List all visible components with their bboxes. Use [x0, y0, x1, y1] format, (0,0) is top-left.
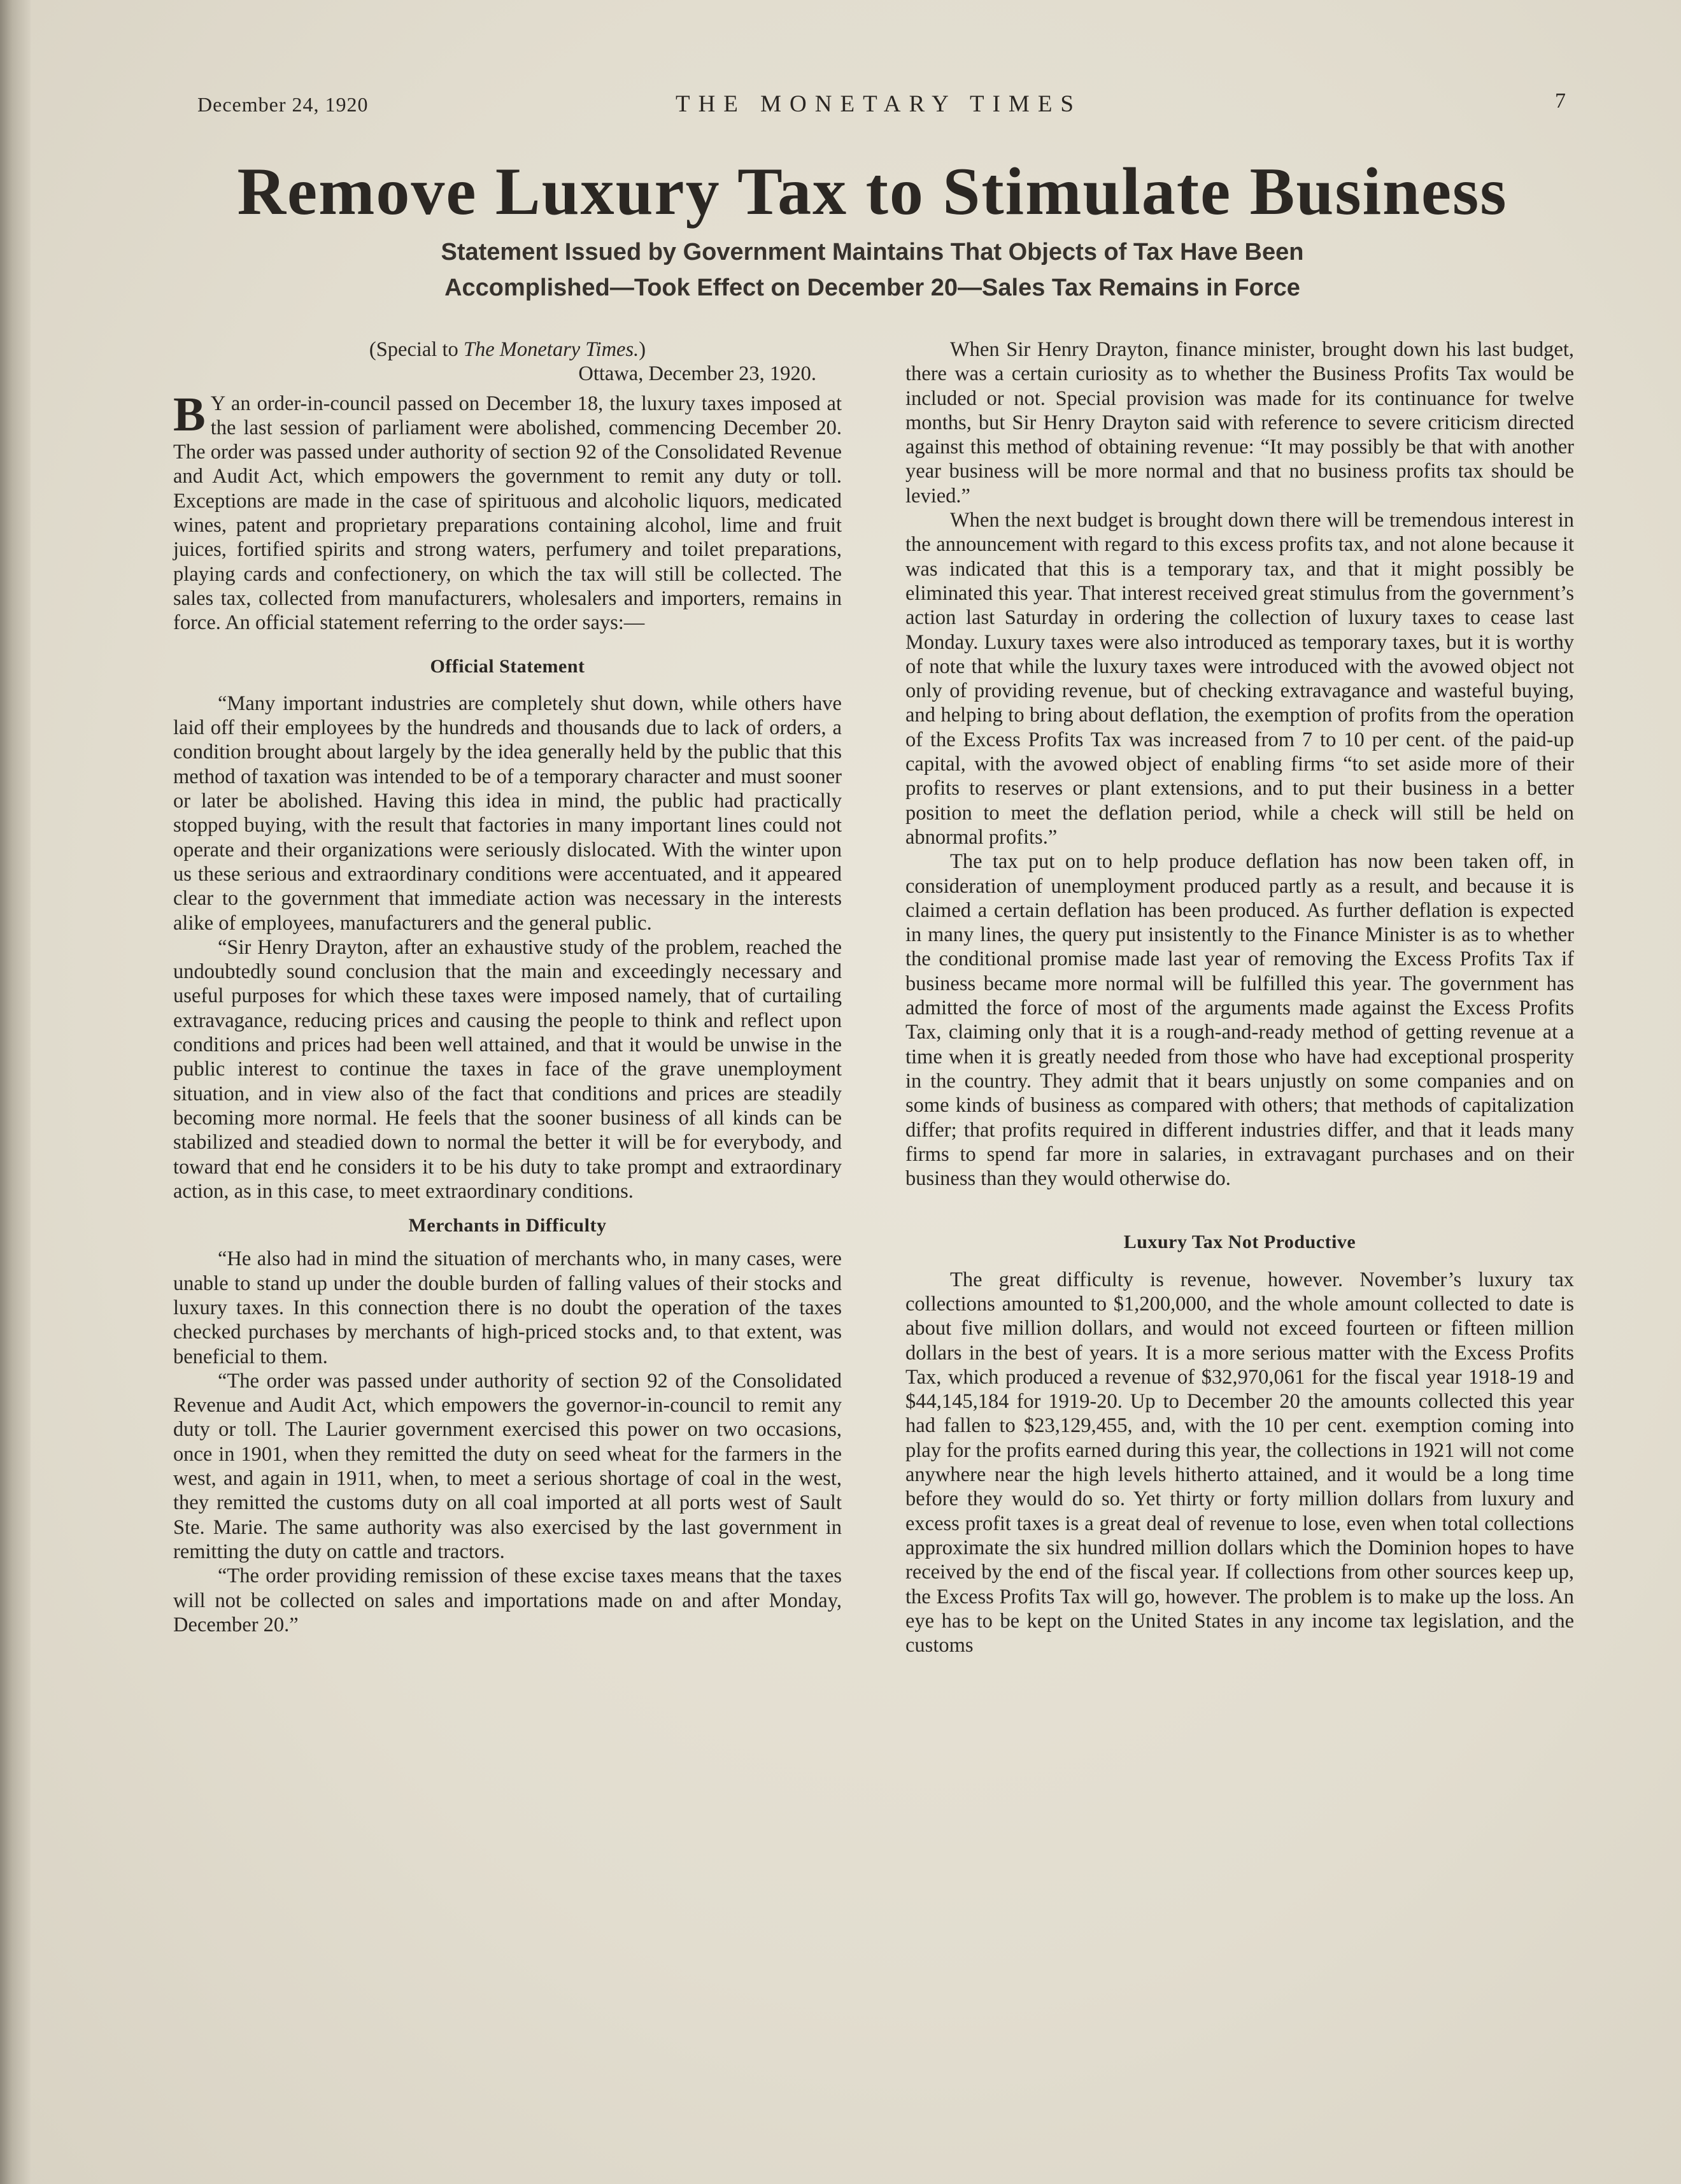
- article-subtitle: [166, 234, 1579, 306]
- section-heading-merchants: Merchants in Difficulty: [408, 1215, 607, 1237]
- right-column: [905, 337, 1574, 1657]
- subtitle-line-1: Statement Issued by Government Maintains That Objects of Tax Have Been: [441, 239, 1304, 266]
- publication-name: The Monetary Times.: [463, 338, 639, 361]
- paragraph: “Sir Henry Drayton, after an exhaustive study of the problem, reached the undoubtedly sound conclusion that the main and exceedingly necessary and useful purposes for which these taxes were imposed namely, that of curtailing extravagance, reducing prices and causing the people to think and reflect upon conditions and prices had been well attained, and that it would be unwise in the public interest to continue the taxes in face of the grave unemployment situation, and in view also of the fact that conditions and prices are steadily becoming more normal. He feels that the sooner business of all kinds can be stabilized and steadied down to normal the better it will be for everybody, and toward that end he considers it to be his duty to take prompt and extraordinary action, as in this case, to meet extraordinary conditions.: [173, 935, 842, 1203]
- page-number: 7: [1555, 89, 1566, 113]
- masthead: THE MONETARY TIMES: [675, 91, 1082, 117]
- issue-date: December 24, 1920: [197, 93, 369, 116]
- drop-cap: B: [173, 387, 206, 441]
- paragraph: When the next budget is brought down there will be tremendous interest in the announcement with regard to this excess profits tax, and not alone because it was indicated that this is a temporary tax, and that it might possibly be eliminated this year. That interest received great stimulus from the government’s action last Saturday in ordering the collection of luxury taxes to cease last Monday. Luxury taxes were also introduced as temporary taxes, but it is worthy of note that while the luxury taxes were introduced with the avowed object not only of providing revenue, but of checking extravagance and wasteful buying, and helping to bring about deflation, the exemption of profits from the operation of the Excess Profits Tax was increased from 7 to 10 per cent. of the paid-up capital, with the avowed object of enabling firms “to set aside more of their profits to reserves or plant extensions, and to put their business in a better position to meet the deflation period, while a check will still be held on abnormal profits.”: [905, 509, 1574, 849]
- article-title: Remove Luxury Tax to Stimulate Business: [237, 154, 1508, 229]
- section-heading-official: Official Statement: [430, 655, 585, 677]
- paragraph: “The order providing remission of these excise taxes means that the taxes will not be collected on sales and importations made on and after Monday, December 20.”: [173, 1564, 842, 1636]
- dateline: Ottawa, December 23, 1920.: [578, 362, 816, 386]
- paragraph: The tax put on to help produce deflation has now been taken off, in consideration of unemployment produced partly as a result, and because it is claimed a certain deflation has been produced. As further deflation is expected in many lines, the query put insistently to the Finance Minister is as to whether the conditional promise made last year of removing the Excess Profits Tax if business became more normal will be fulfilled this year. The government has admitted the force of most of the arguments made against the Excess Profits Tax, claiming only that it is a rough-and-ready method of getting revenue at a time when it is greatly needed from those who have had exceptional prosperity in the country. They admit that it bears unjustly on some companies and on some kinds of business as compared with others; that methods of capitalization differ; that profits required in different industries differ, and that it leads many firms to spend far more in salaries, in extravagant purchases and on their business than they would otherwise do.: [905, 850, 1574, 1191]
- page-header: [191, 89, 1566, 121]
- lead-text: Y an order-in-council passed on December 18, the luxury taxes imposed at the last session of parliament were abolished, commencing December 20. The order was passed under authority of section 92 of the Consolidated Revenue and Audit Act, which empowers the government to remit any duty or toll. Exceptions are made in the case of spirituous and alcoholic liquors, medicated wines, patent and proprietary preparations containing alcohol, lime and fruit juices, fortified spirits and strong waters, perfumery and toilet preparations, playing cards and confectionery, on which the tax will still be collected. The sales tax, collected from manufacturers, wholesalers and importers, remains in force. An official statement referring to the order says:—: [173, 392, 842, 635]
- page-binding-edge: [0, 0, 31, 2184]
- paragraph: “He also had in mind the situation of merchants who, in many cases, were unable to stand up under the double burden of falling values of their stocks and luxury taxes. In this connection there is no doubt the operation of the taxes checked purchases by merchants of high-priced stocks and, to that extent, was beneficial to them.: [173, 1247, 842, 1368]
- paragraph: “The order was passed under authority of section 92 of the Consolidated Revenue and Audit Act, which empowers the governor-in-council to remit any duty or toll. The Laurier government exercised this power on two occasions, once in 1901, when they remitted the duty on seed wheat for the farmers in the west, and again in 1911, when, to meet a serious shortage of coal in the west, they remitted the customs duty on all coal imported at all ports west of Sault Ste. Marie. The same authority was also exercised by the last government in remitting the duty on cattle and tractors.: [173, 1369, 842, 1563]
- lead-paragraph: [173, 387, 842, 635]
- special-suffix: ): [639, 338, 646, 361]
- paragraph: “Many important industries are completely shut down, while others have laid off their employees by the hundreds and thousands due to lack of orders, a condition brought about largely by the idea generally held by the public that this method of taxation was intended to be of a temporary character and must sooner or later be abolished. Having this idea in mind, the public had practically stopped buying, with the result that factories in many important lines could not operate and their organizations were seriously dislocated. With the winter upon us these serious and extraordinary conditions were accentuated, and it appeared clear to the government that immediate action was necessary in the interests alike of employees, manufacturers and the general public.: [173, 691, 842, 935]
- left-column: [173, 337, 842, 1637]
- section-heading-luxury: Luxury Tax Not Productive: [1123, 1231, 1356, 1253]
- special-prefix: (Special to: [369, 338, 464, 361]
- subtitle-line-2: Accomplished—Took Effect on December 20—Sales Tax Remains in Force: [444, 274, 1300, 301]
- paragraph: When Sir Henry Drayton, finance minister, brought down his last budget, there was a certain curiosity as to whether the Business Profits Tax would be included or not. Special provision was made for its continuance for twelve months, but Sir Henry Drayton said with reference to severe criticism directed against this method of obtaining revenue: “It may possibly be that with another year business will be more normal and that no business profits tax should be levied.”: [905, 338, 1574, 507]
- special-credit: [173, 337, 842, 362]
- paragraph: The great difficulty is revenue, however. November’s luxury tax collections amounted to $1,200,000, and the whole amount collected to date is about five million dollars, and would not exceed fourteen or fifteen million dollars in the best of years. It is a more serious matter with the Excess Profits Tax, which produced a revenue of $32,970,061 for the fiscal year 1918-19 and $44,145,184 for 1919-20. Up to December 20 the amounts collected this year had fallen to $23,129,455, and, with the 10 per cent. exemption coming into play for the profits earned during this year, the collections in 1921 will not come anywhere near the high levels hitherto attained, and it would be a long time before they would do so. Yet thirty or forty million dollars from luxury and excess profit taxes is a great deal of revenue to lose, even when total collections approximate the six hundred million dollars which the Dominion hopes to have received by the end of the fiscal year. If collections from other sources keep up, the Excess Profits Tax will go, however. The problem is to make up the loss. An eye has to be kept on the United States in any income tax legislation, and the customs: [905, 1268, 1574, 1657]
